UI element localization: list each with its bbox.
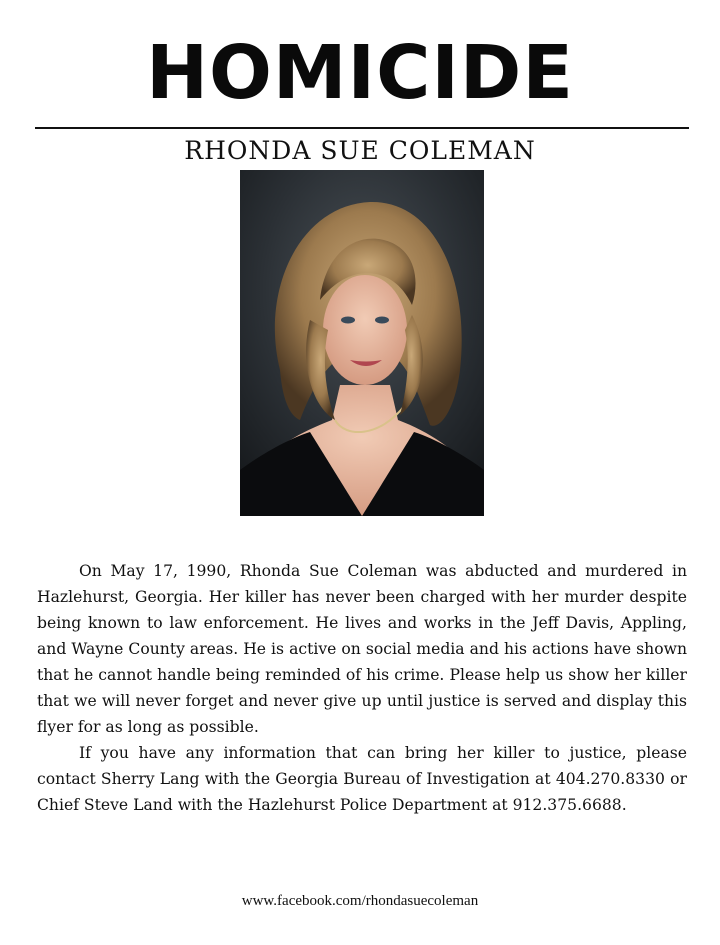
body-paragraph: On May 17, 1990, Rhonda Sue Coleman was abducted and murdered in Hazlehurst, Georgia. Her killer has never been charged with her murder despite being known to law enforcement. He lives and works in the Jeff Davis, Appling, and Wayne County areas. He is active on social media and his actions have shown that he cannot handle being reminded of his crime. Please help us show her killer that we will never forget and never give up until justice is served and display this flyer for as long as possible. [37, 562, 687, 736]
body-paragraph: If you have any information that can bring her killer to justice, please contact Sherry Lang with the Georgia Bureau of Investigation at 404.270.8330 or Chief Steve Land with the Hazlehurst Police Department at 912.375.6688. [37, 744, 687, 814]
facebook-url: www.facebook.com/rhondasuecoleman [241, 893, 479, 909]
headline: HOMICIDE [146, 30, 574, 116]
divider-rule [35, 127, 689, 129]
flyer-body [37, 558, 687, 818]
victim-portrait-photo [240, 170, 484, 516]
victim-name: RHONDA SUE COLEMAN [184, 136, 536, 165]
